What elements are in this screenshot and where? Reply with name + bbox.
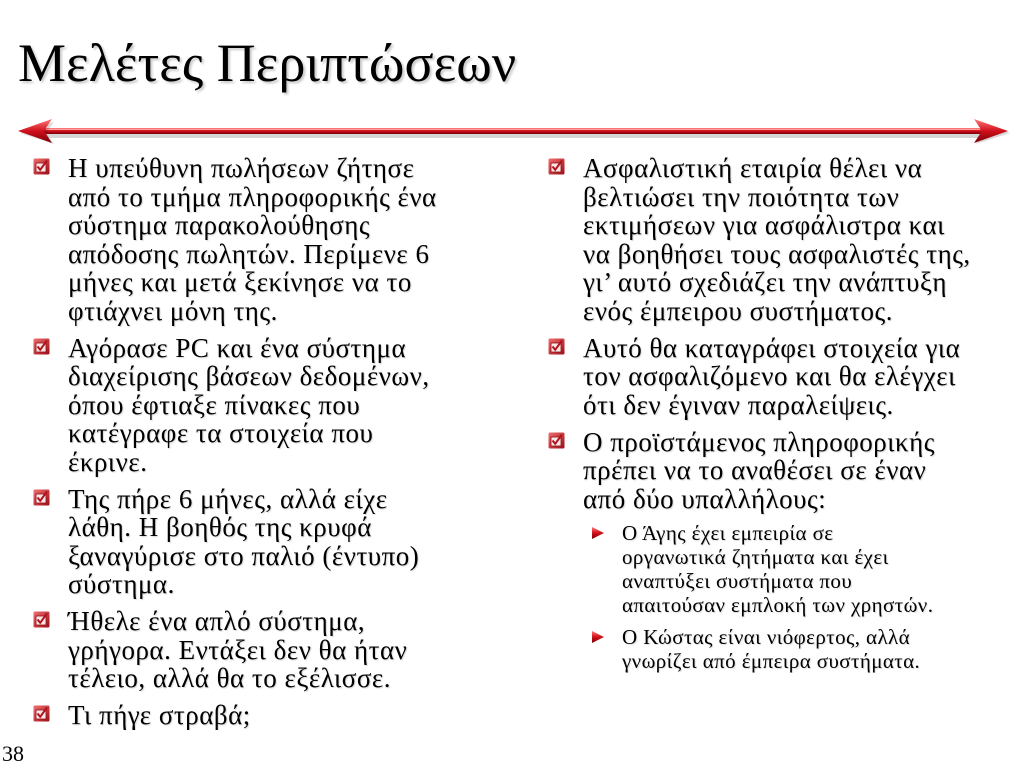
arrow-right-icon	[591, 526, 605, 540]
checkbox-icon	[33, 158, 50, 175]
list-item	[515, 334, 1024, 420]
checkbox-icon	[548, 338, 565, 355]
bullet-text: Αγόρασε PC και ένα σύστημα διαχείρισης βάσεων δεδομένων, όπου έφτιαξε πίνακες που κατέγραφε τα στοιχεία που έκρινε.	[68, 332, 430, 477]
page-number: 38	[2, 741, 24, 766]
checkbox-icon	[548, 432, 565, 449]
sub-bullet-text: Ο Άγης έχει εμπειρία σε οργανωτικά ζητήματα και έχει αναπτύξει συστήματα που απαιτούσαν εμπλοκή των χρηστών.	[622, 521, 934, 617]
left-column	[0, 154, 509, 730]
checkbox-icon	[33, 338, 50, 355]
right-column	[515, 154, 1024, 673]
slide-title: Μελέτες Περιπτώσεων	[18, 33, 517, 93]
sub-list-item	[515, 625, 1024, 673]
bullet-text: Τι πήγε στραβά;	[68, 700, 251, 730]
checkbox-icon	[33, 489, 50, 506]
bullet-text: Η υπεύθυνη πωλήσεων ζήτησε από το τμήμα πληροφορικής ένα σύστημα παρακολούθησης απόδοσης πωλητών. Περίμενε 6 μήνες και μετά ξεκίνησε να το φτιάχνει μόνη της.	[68, 154, 437, 326]
bullet-text: Αυτό θα καταγράφει στοιχεία για τον ασφαλιζόμενο και θα ελέγχει ότι δεν έγιναν παραλείψεις.	[583, 332, 961, 420]
bullet-text: Ήθελε ένα απλό σύστημα, γρήγορα. Εντάξει δεν θα ήταν τέλειο, αλλά θα το εξέλισσε.	[68, 606, 408, 693]
sub-bullet-text: Ο Κώστας είναι νιόφερτος, αλλά γνωρίζει από έμπειρα συστήματα.	[622, 625, 921, 673]
list-item	[0, 485, 509, 599]
checkbox-icon	[33, 705, 50, 722]
list-item	[0, 154, 509, 325]
checkbox-icon	[33, 611, 50, 628]
list-item	[0, 334, 509, 477]
checkbox-icon	[548, 158, 565, 175]
arrow-right-icon	[591, 630, 605, 644]
list-item	[515, 428, 1024, 514]
sub-list-item	[515, 521, 1024, 617]
bullet-text: Ο προϊστάμενος πληροφορικής πρέπει να το αναθέσει σε έναν από δύο υπαλλήλους:	[583, 426, 935, 514]
double-arrow-icon	[0, 116, 1024, 148]
list-item	[515, 154, 1024, 325]
list-item	[0, 607, 509, 693]
list-item	[0, 701, 509, 730]
bullet-text: Ασφαλιστική εταιρία θέλει να βελτιώσει την ποιότητα των εκτιμήσεων για ασφάλιστρα και να βοηθήσει τους ασφαλιστές της, γι’ αυτό σχεδιάζει την ανάπτυξη ενός έμπειρου συστήματος.	[583, 154, 971, 326]
bullet-text: Της πήρε 6 μήνες, αλλά είχε λάθη. Η βοηθός της κρυφά ξαναγύρισε στο παλιό (έντυπο) σύστημα.	[68, 483, 420, 599]
